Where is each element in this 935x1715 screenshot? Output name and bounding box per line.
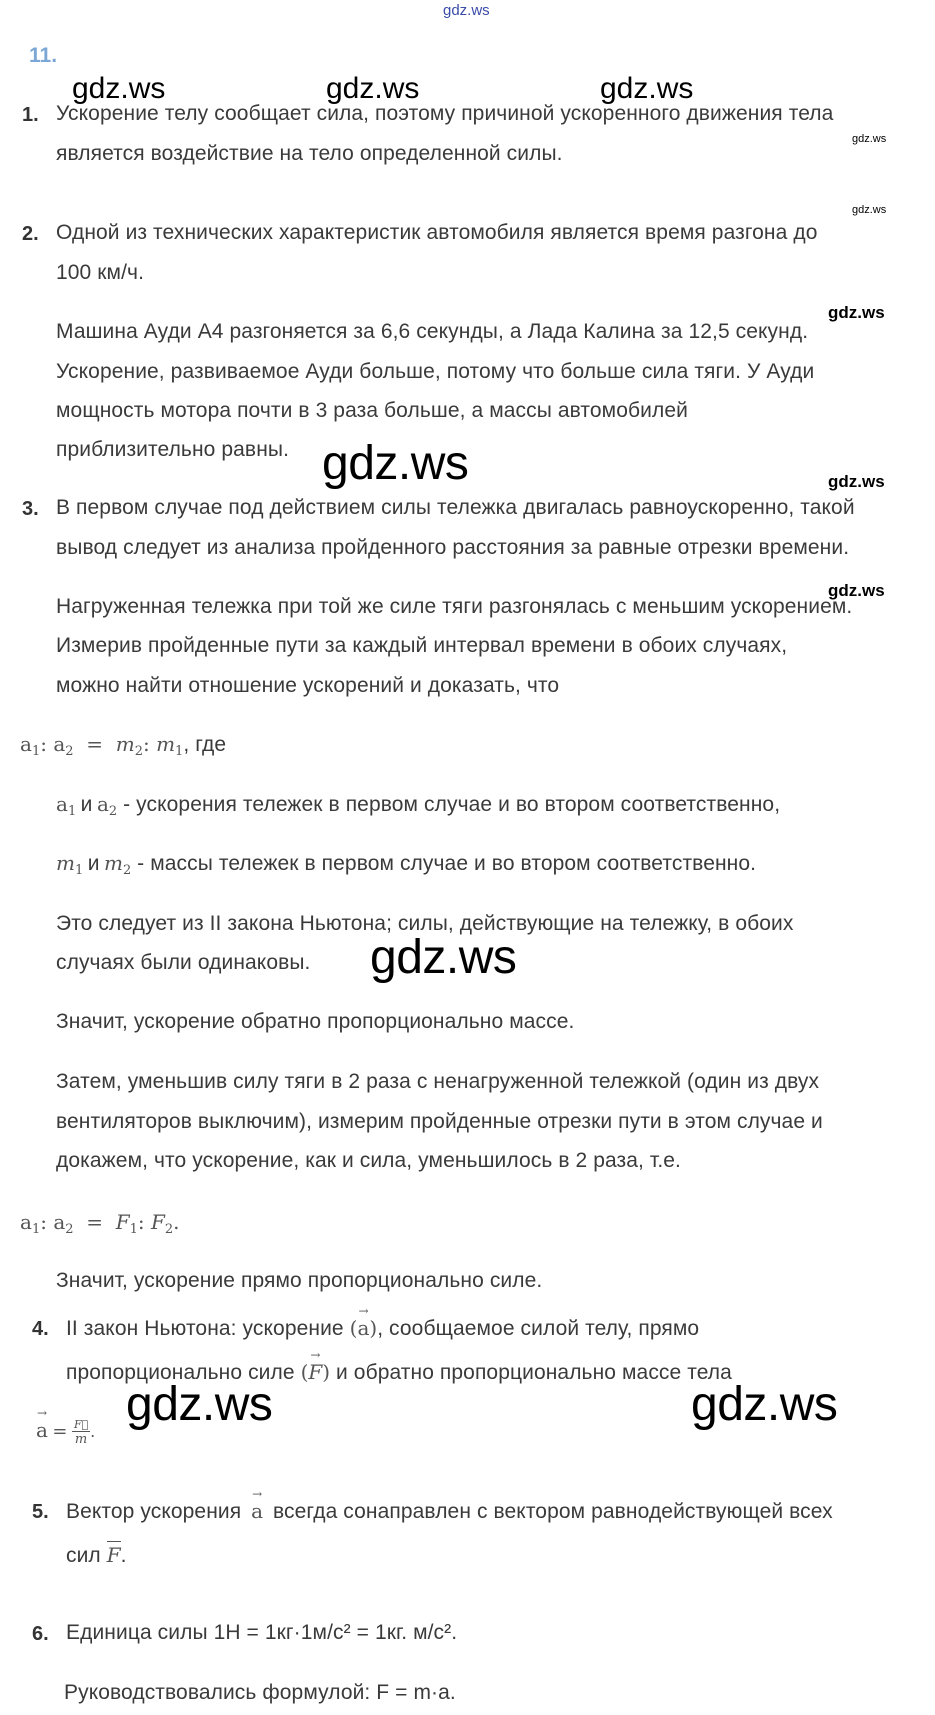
definition-masses: $m_1$ и $m_2$ - массы тележек в первом случае и во втором соответственно. [56, 851, 757, 878]
item-number: 5. [32, 1501, 49, 1523]
watermark: gdz.ws [126, 1378, 273, 1431]
paragraph-line: Значит, ускорение обратно пропорционально массе. [56, 1010, 575, 1033]
paragraph-line: случаях были одинаковы. [56, 951, 311, 974]
item-text-line: Единица силы 1Н = 1кг·1м/с² = 1кг. м/с². [66, 1621, 458, 1644]
text-segment: , сообщаемое силой телу, прямо [377, 1317, 700, 1340]
paragraph-line: Нагруженная тележка при той же силе тяги разгонялась с меньшим ускорением. [56, 595, 853, 618]
item-text-line: 100 км/ч. [56, 261, 145, 284]
paragraph-line: докажем, что ускорение, как и сила, уменьшилось в 2 раза, т.е. [56, 1149, 681, 1172]
text-segment: Вектор ускорения [66, 1500, 248, 1523]
paragraph-line: Измерив пройденные пути за каждый интервал времени в обоих случаях, [56, 634, 788, 657]
watermark: gdz.ws [828, 581, 885, 600]
item-text-line: Вектор ускорения a → всегда сонаправлен с вектором равнодействующей всех [66, 1487, 833, 1523]
item-text-line: II закон Ньютона: ускорение (a → ), сообщаемое силой телу, прямо [66, 1304, 700, 1340]
watermark: gdz.ws [828, 472, 885, 491]
paragraph-line: можно найти отношение ускорений и доказать, что [56, 674, 560, 697]
task-number: 11. [29, 44, 58, 67]
text-segment: пропорционально силе [66, 1361, 301, 1384]
formula-acceleration-mass: $a_1$: $a_2 = m_2$: $m_1$, где [20, 732, 227, 759]
watermark: gdz.ws [691, 1378, 838, 1431]
formula-tail: , где [183, 733, 227, 756]
formula-newton-second-law: a → = $\frac{F⃗}{m}$ . [36, 1406, 96, 1447]
item-number: 1. [22, 104, 39, 126]
paragraph-line: Ускорение, развиваемое Ауди больше, потому что больше сила тяги. У Ауди [56, 360, 815, 383]
text-segment: II закон Ньютона: ускорение [66, 1317, 350, 1340]
watermark-top: gdz.ws [443, 2, 490, 19]
paragraph-line: Затем, уменьшив силу тяги в 2 раза с ненагруженной тележкой (один из двух [56, 1070, 820, 1093]
watermark: gdz.ws [852, 133, 887, 145]
paragraph-line: приблизительно равны. [56, 438, 290, 461]
item-text-line: является воздействие на тело определенной силы. [56, 142, 563, 165]
text-segment: сил [66, 1544, 107, 1567]
paragraph-line: вентиляторов выключим), измерим пройденные отрезки пути в этом случае и [56, 1110, 823, 1133]
watermark: gdz.ws [852, 204, 887, 216]
watermark: gdz.ws [600, 72, 694, 105]
item-text-line: Ускорение телу сообщает сила, поэтому причиной ускоренного движения тела [56, 102, 834, 125]
item-number: 2. [22, 223, 39, 245]
definition-text: - ускорения тележек в первом случае и во втором соответственно, [117, 793, 781, 816]
item-number: 4. [32, 1318, 49, 1340]
formula-acceleration-force: $a_1$: $a_2 = F_1$: $F_2$. [20, 1210, 180, 1237]
text-segment: и обратно пропорционально массе тела [330, 1361, 732, 1384]
watermark: gdz.ws [322, 437, 469, 490]
definition-accelerations: $a_1$ и $a_2$ - ускорения тележек в первом случае и во втором соответственно, [56, 792, 781, 819]
watermark: gdz.ws [828, 303, 885, 322]
item-text-line: пропорционально силе (F → ) и обратно пропорционально массе тела [66, 1348, 732, 1384]
paragraph-line: мощность мотора почти в 3 раза больше, а массы автомобилей [56, 399, 688, 422]
and-word: и [80, 793, 93, 816]
watermark: gdz.ws [370, 931, 517, 984]
watermark: gdz.ws [72, 72, 166, 105]
and-word: и [87, 852, 100, 875]
item-number: 6. [32, 1623, 49, 1645]
item-number: 3. [22, 498, 39, 520]
paragraph-line: Машина Ауди А4 разгоняется за 6,6 секунды, а Лада Калина за 12,5 секунд. [56, 320, 809, 343]
item-text-line: Руководствовались формулой: F = m·a. [64, 1681, 456, 1704]
item-text-line: В первом случае под действием силы тележка двигалась равноускоренно, такой [56, 496, 855, 519]
paragraph-line: Значит, ускорение прямо пропорционально силе. [56, 1269, 543, 1292]
text-segment: всегда сонаправлен с вектором равнодействующей всех [267, 1500, 833, 1523]
item-text-line: Одной из технических характеристик автомобиля является время разгона до [56, 221, 818, 244]
item-text-line: вывод следует из анализа пройденного расстояния за равные отрезки времени. [56, 536, 850, 559]
item-text-line: сил F. [66, 1543, 127, 1567]
paragraph-line: Это следует из II закона Ньютона; силы, действующие на тележку, в обоих [56, 912, 794, 935]
definition-text: - массы тележек в первом случае и во втором соответственно. [131, 852, 757, 875]
watermark: gdz.ws [326, 72, 420, 105]
